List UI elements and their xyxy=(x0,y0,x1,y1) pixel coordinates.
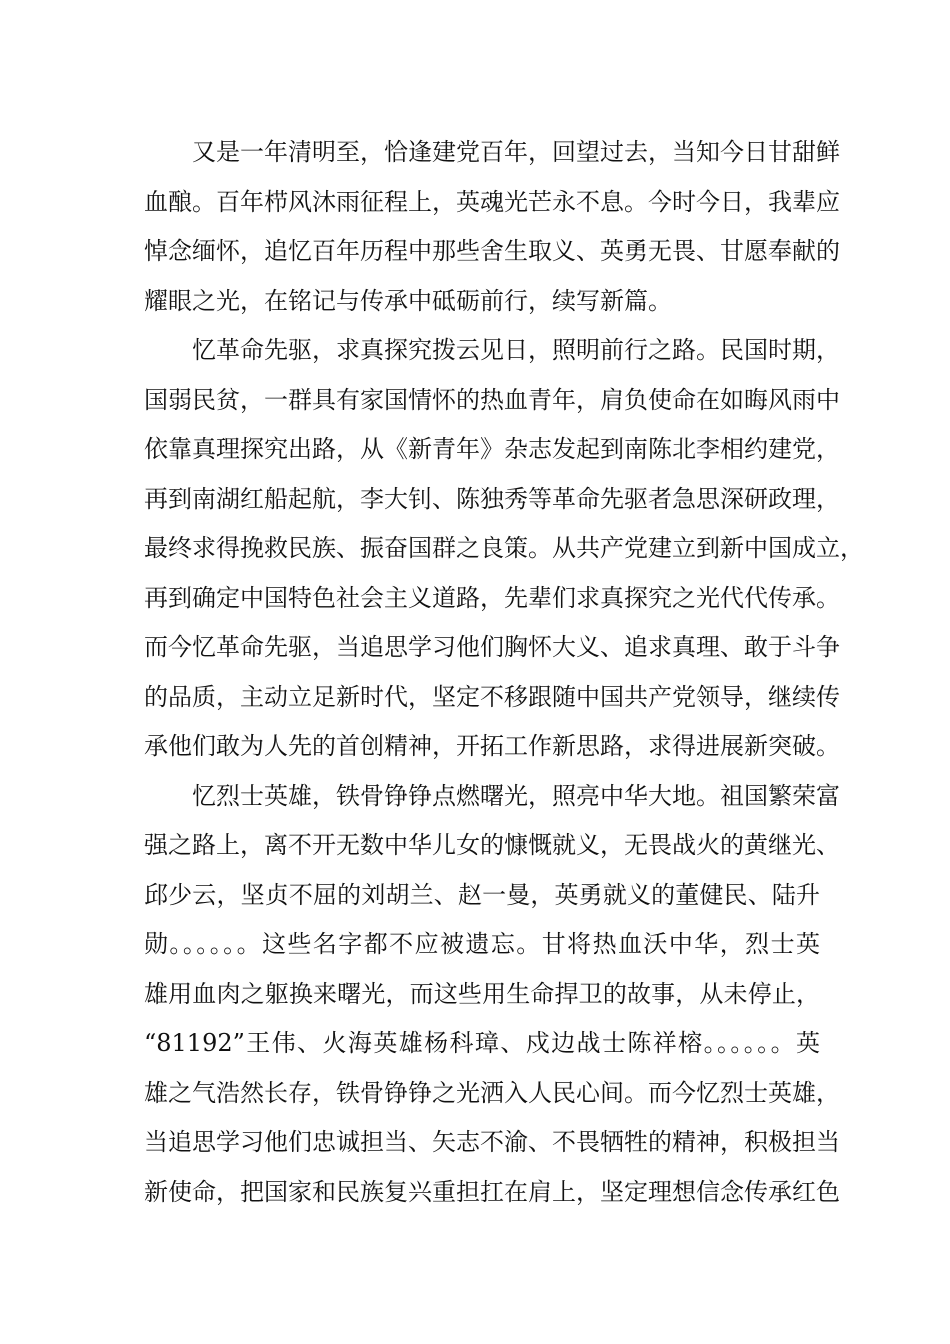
paragraph-line: 再到确定中国特色社会主义道路，先辈们求真探究之光代代传承。 xyxy=(144,583,840,612)
paragraph-line: 当追思学习他们忠诚担当、矢志不渝、不畏牺牲的精神，积极担当 xyxy=(144,1128,840,1156)
paragraph-line: 强之路上，离不开无数中华儿女的慷慨就义，无畏战火的黄继光、 xyxy=(144,831,840,859)
paragraph-line: 又是一年清明至，恰逢建党百年，回望过去，当知今日甘甜鲜 xyxy=(192,138,840,166)
paragraph-line: 悼念缅怀，追忆百年历程中那些舍生取义、英勇无畏、甘愿奉献的 xyxy=(144,237,840,265)
paragraph-line: “81192”王伟、火海英雄杨科璋、戍边战士陈祥榕。。。。。。英 xyxy=(144,1029,820,1057)
paragraph-line: 新使命，把国家和民族复兴重担扛在肩上，坚定理想信念传承红色 xyxy=(144,1177,840,1206)
paragraph-line: 依靠真理探究出路，从《新青年》杂志发起到南陈北李相约建党， xyxy=(144,435,840,463)
paragraph-line: 再到南湖红船起航，李大钊、陈独秀等革命先驱者急思深研政理， xyxy=(144,484,840,513)
paragraph-line: 邱少云，坚贞不屈的刘胡兰、赵一曼，英勇就义的董健民、陆升 xyxy=(144,880,820,909)
paragraph-line: 国弱民贫，一群具有家国情怀的热血青年，肩负使命在如晦风雨中 xyxy=(144,385,840,414)
paragraph-line: 忆烈士英雄，铁骨铮铮点燃曙光，照亮中华大地。祖国繁荣富 xyxy=(192,781,840,810)
paragraph-line: 而今忆革命先驱，当追思学习他们胸怀大义、追求真理、敢于斗争 xyxy=(144,633,840,661)
paragraph-line: 勋。。。。。。这些名字都不应被遗忘。甘将热血沃中华，烈士英 xyxy=(144,930,820,958)
document-body xyxy=(144,128,864,1217)
paragraph-1 xyxy=(144,128,840,326)
paragraph-line: 雄之气浩然长存，铁骨铮铮之光洒入人民心间。而今忆烈士英雄， xyxy=(144,1078,840,1107)
paragraph-line: 承他们敢为人先的首创精神，开拓工作新思路，求得进展新突破。 xyxy=(144,732,840,760)
paragraph-line: 耀眼之光，在铭记与传承中砥砺前行，续写新篇。 xyxy=(144,286,672,315)
paragraph-2 xyxy=(144,326,864,772)
paragraph-line: 忆革命先驱，求真探究拨云见日，照明前行之路。民国时期， xyxy=(192,336,840,364)
paragraph-line: 最终求得挽救民族、振奋国群之良策。从共产党建立到新中国成立， xyxy=(144,534,864,562)
paragraph-line: 雄用血肉之躯换来曙光，而这些用生命捍卫的故事，从未停止， xyxy=(144,979,820,1008)
paragraph-3 xyxy=(144,772,840,1218)
paragraph-line: 的品质，主动立足新时代，坚定不移跟随中国共产党领导，继续传 xyxy=(144,682,840,711)
paragraph-line: 血酿。百年栉风沐雨征程上，英魂光芒永不息。今时今日，我辈应 xyxy=(144,187,840,216)
